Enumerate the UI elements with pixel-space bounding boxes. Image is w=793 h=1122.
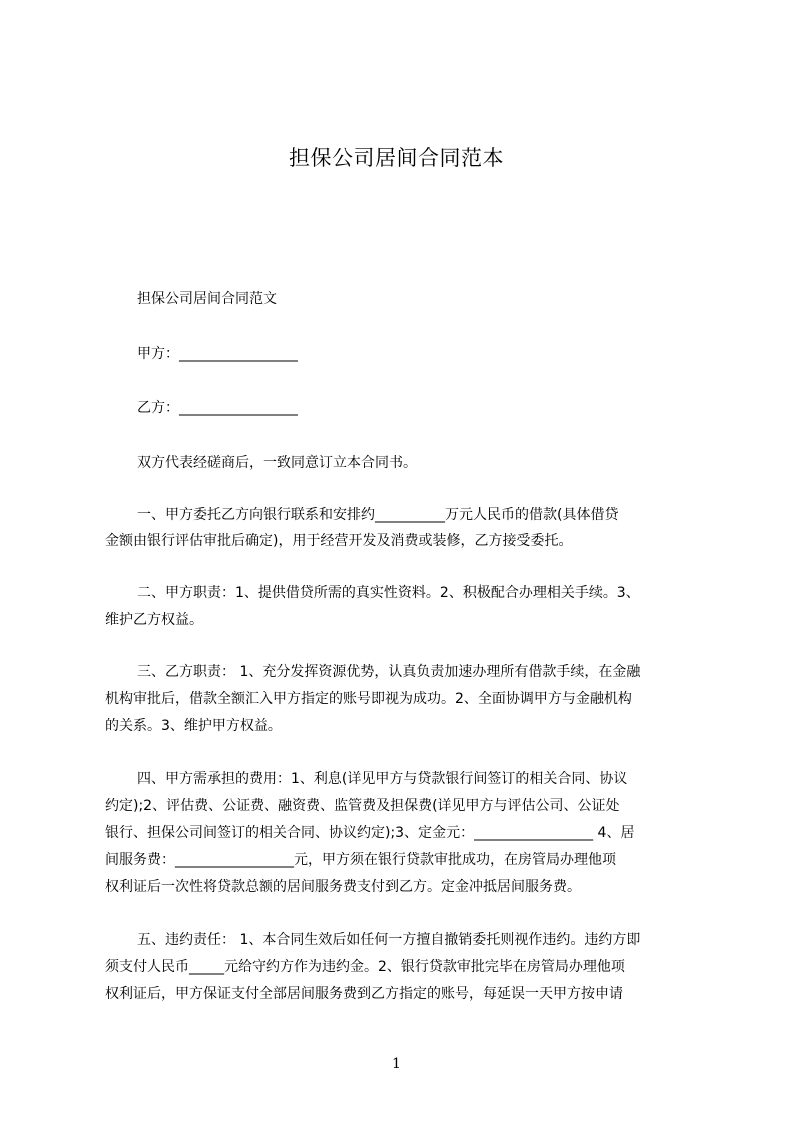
clause-2-line-1: 二、甲方职责：1、提供借贷所需的真实性资料。2、积极配合办理相关手续。3、 [137,585,640,601]
party-a-line: 甲方：_________________ [137,346,298,362]
clause-3-line-1: 三、乙方职责： 1、充分发挥资源优势，认真负责加速办理所有借款手续，在金融 [137,664,641,680]
clause-1-line-2: 金额由银行评估审批后确定)，用于经营开发及消费或装修，乙方接受委托。 [105,533,573,549]
subtitle: 担保公司居间合同范文 [137,291,277,307]
party-b-line: 乙方：_________________ [137,400,298,416]
clause-1-line-1: 一、甲方委托乙方向银行联系和安排约__________万元人民币的借款(具体借贷 [137,507,619,523]
clause-5-line-1: 五、违约责任： 1、本合同生效后如任何一方擅自撤销委托则视作违约。违约方即 [137,932,641,948]
page-number: 1 [392,1056,401,1072]
document-title: 担保公司居间合同范本 [289,146,504,170]
clause-4-line-1: 四、甲方需承担的费用：1、利息(详见甲方与贷款银行间签订的相关合同、协议 [137,771,628,787]
clause-5-line-2: 须支付人民币_____元给守约方作为违约金。2、银行贷款审批完毕在房管局办理他项 [105,959,625,975]
clause-4-line-2: 约定);2、评估费、公证费、融资费、监管费及担保费(详见甲方与评估公司、公证处 [105,798,620,814]
clause-5-line-3: 权利证后，甲方保证支付全部居间服务费到乙方指定的账号，每延误一天甲方按申请 [105,986,623,1002]
clause-4-line-3: 银行、担保公司间签订的相关合同、协议约定);3、定金元：_________________ 4、居 [105,825,635,841]
clause-2-line-2: 维护乙方权益。 [105,612,203,628]
clause-4-line-5: 权利证后一次性将贷款总额的居间服务费支付到乙方。定金冲抵居间服务费。 [105,879,581,895]
clause-3-line-3: 的关系。3、维护甲方权益。 [105,718,282,734]
intro-paragraph: 双方代表经磋商后，一致同意订立本合同书。 [137,455,417,471]
clause-4-line-4: 间服务费：_________________元，甲方须在银行贷款审批成功，在房管局办理他项 [105,852,616,868]
clause-3-line-2: 机构审批后，借款全额汇入甲方指定的账号即视为成功。2、全面协调甲方与金融机构 [105,691,632,707]
